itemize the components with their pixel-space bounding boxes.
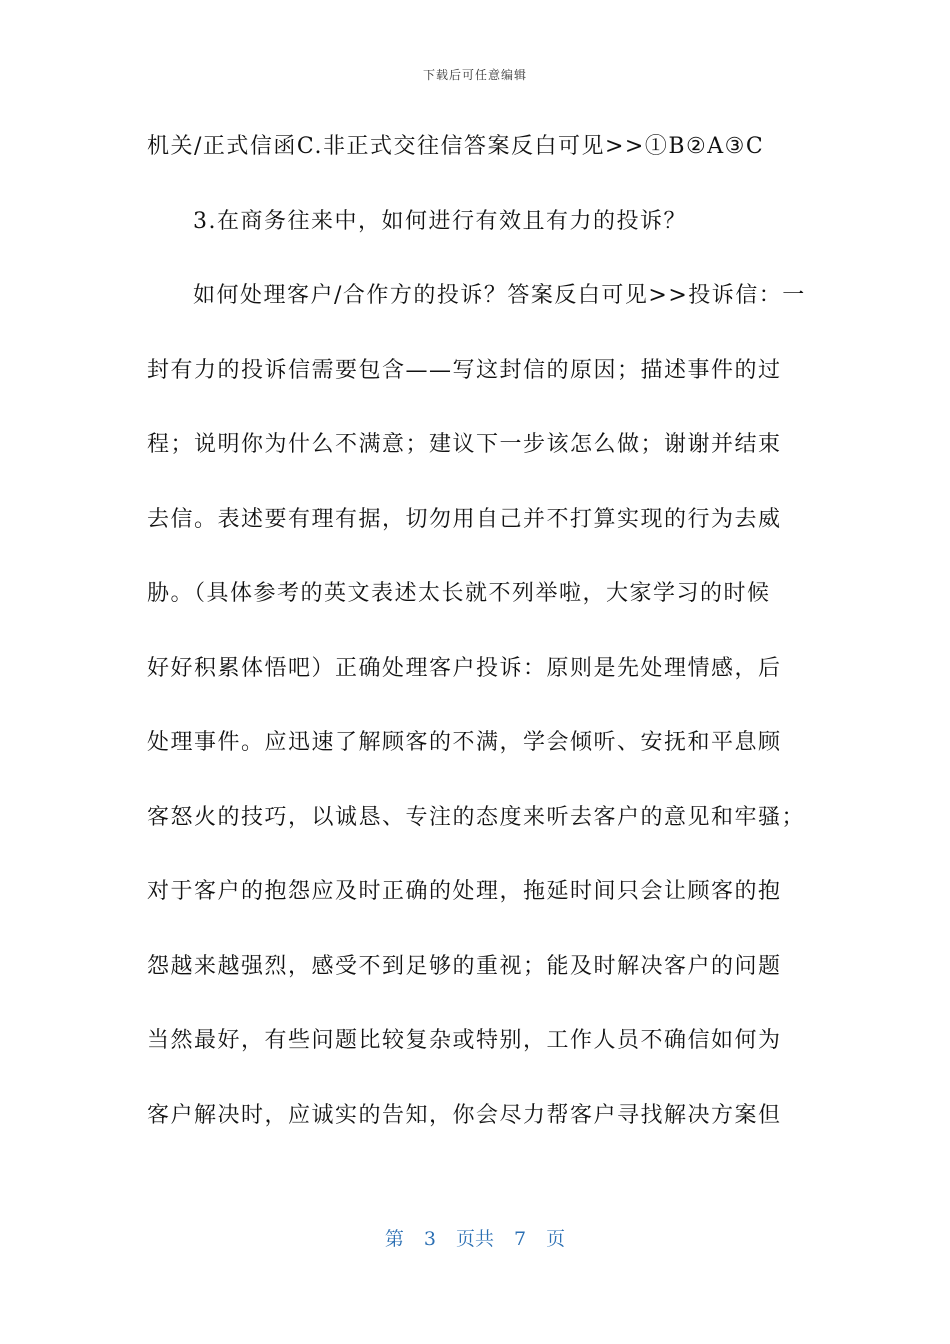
page-mid: 页共 — [455, 1228, 494, 1250]
text-line: 封有力的投诉信需要包含——写这封信的原因；描述事件的过 — [147, 357, 782, 383]
page-footer — [0, 1224, 950, 1251]
text-line: 好好积累体悟吧）正确处理客户投诉：原则是先处理情感，后 — [147, 655, 782, 681]
section-heading: 3.在商务往来中，如何进行有效且有力的投诉？ — [193, 208, 687, 234]
page-header: 下载后可任意编辑 — [422, 68, 527, 82]
text-line: 怨越来越强烈，感受不到足够的重视；能及时解决客户的问题 — [147, 953, 782, 979]
text-line: 客户解决时，应诚实的告知，你会尽力帮客户寻找解决方案但 — [147, 1102, 782, 1128]
document-body — [147, 122, 807, 1165]
text-line: 处理事件。应迅速了解顾客的不满，学会倾听、安抚和平息顾 — [147, 730, 782, 755]
text-line: 对于客户的抱怨应及时正确的处理，拖延时间只会让顾客的抱 — [147, 879, 782, 904]
text-line: 机关/正式信函C.非正式交往信答案反白可见>>①B②A③C — [147, 134, 765, 159]
text-line: 当然最好，有些问题比较复杂或特别，工作人员不确信如何为 — [147, 1028, 782, 1053]
text-line: 程；说明你为什么不满意；建议下一步该怎么做；谢谢并结束 — [147, 432, 782, 457]
page-prefix: 第 — [384, 1228, 404, 1250]
total-page-number: 7 — [514, 1228, 527, 1250]
text-line: 如何处理客户/合作方的投诉？答案反白可见>>投诉信：一 — [193, 283, 806, 308]
current-page-number: 3 — [423, 1228, 436, 1250]
text-line: 去信。表述要有理有据，切勿用自己并不打算实现的行为去威 — [147, 506, 782, 532]
text-line: 胁。（具体参考的英文表述太长就不列举啦，大家学习的时候 — [147, 581, 771, 606]
page-suffix: 页 — [546, 1228, 566, 1250]
text-line: 客怒火的技巧，以诚恳、专注的态度来听去客户的意见和牢骚； — [147, 804, 806, 830]
